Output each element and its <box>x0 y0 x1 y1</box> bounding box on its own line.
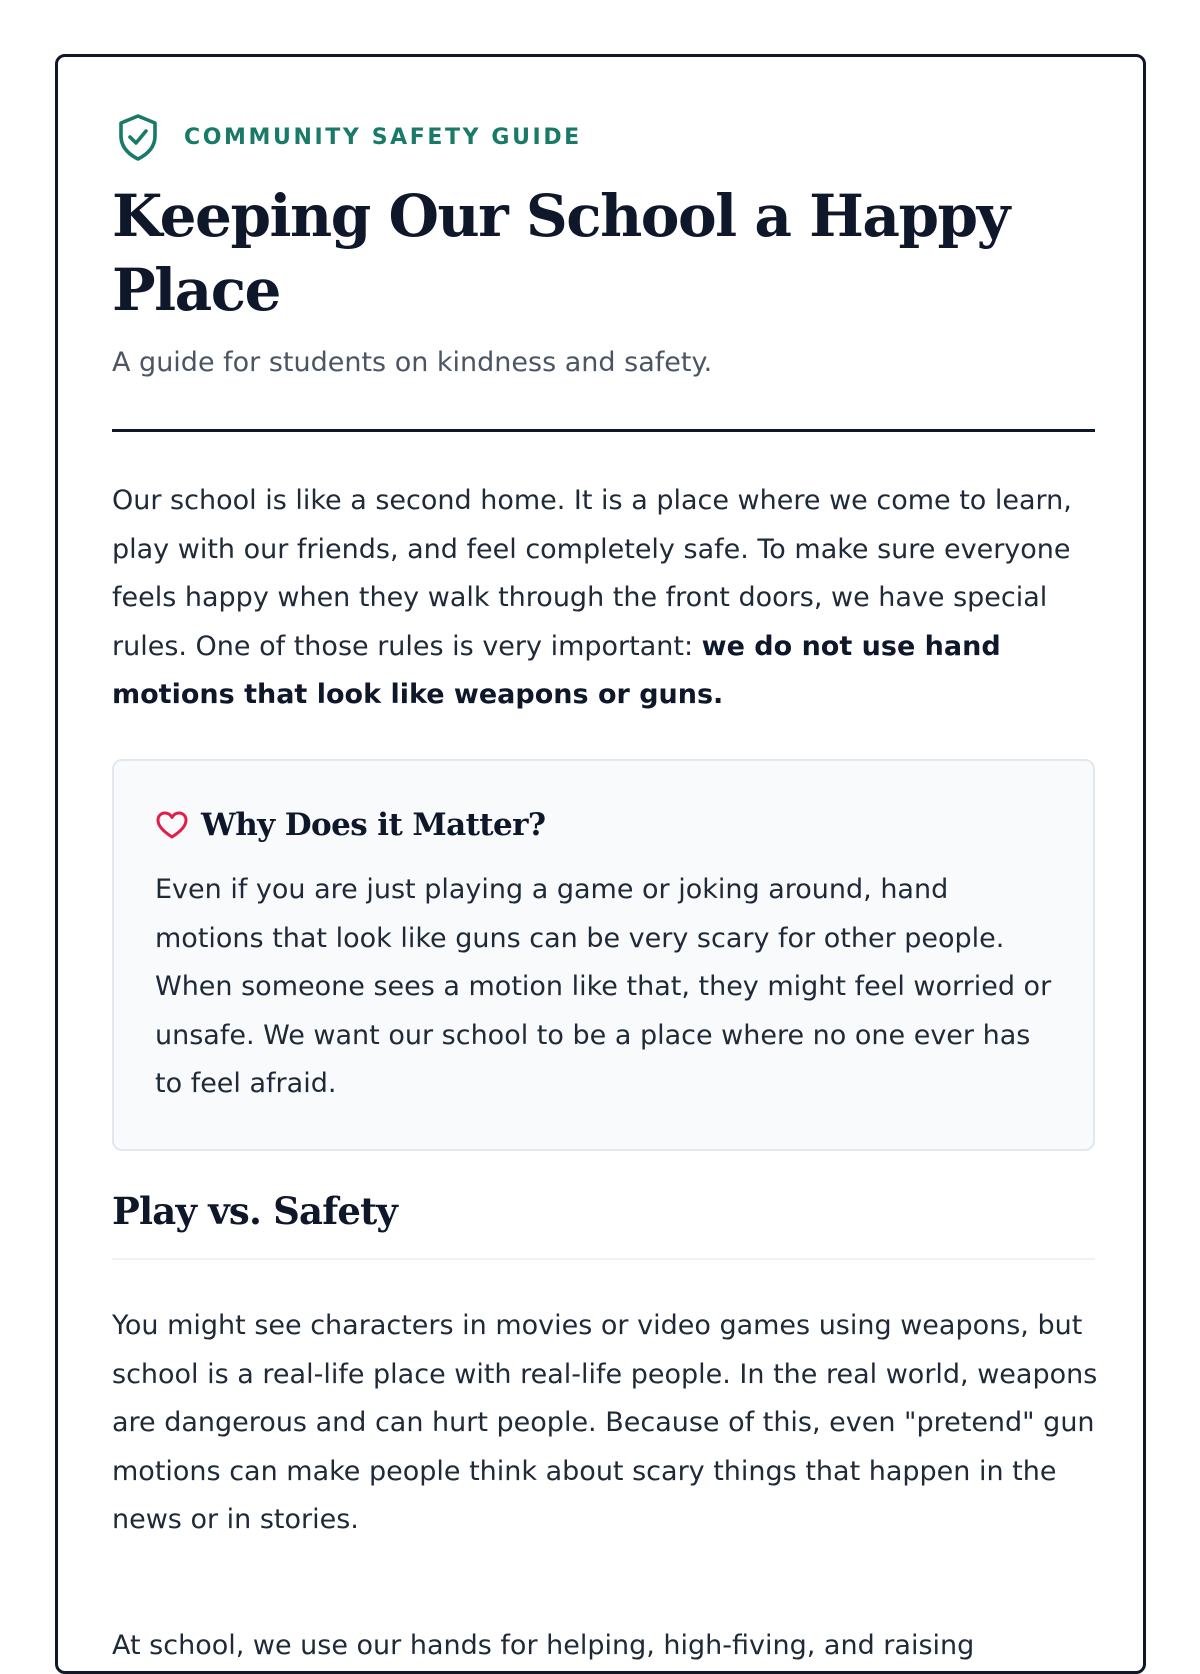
callout-body: Even if you are just playing a game or joking around, hand motions that look like guns can be very scary for other people. When someone sees a motion like that, they might feel worried or unsafe. We want our school to be a place where no one ever has to feel afraid. <box>155 874 1052 1099</box>
guide-card <box>55 54 1146 1674</box>
section-divider <box>112 1258 1095 1260</box>
heart-icon <box>155 810 189 840</box>
section-title: Play vs. Safety <box>112 1189 398 1233</box>
intro-emphasis: we do not use hand motions that look like weapons or guns. <box>112 630 1001 710</box>
why-callout <box>112 759 1095 1151</box>
eyebrow-label: COMMUNITY SAFETY GUIDE <box>184 124 582 150</box>
intro-paragraph <box>112 477 1102 720</box>
section-paragraph: You might see characters in movies or video games using weapons, but school is a real-life place with real-life people. In the real world, weapons are dangerous and can hurt people. Because of this, even "pretend" gun motions can make people think about scary things that happen in the news or in stories. <box>112 1310 1098 1535</box>
callout-title: Why Does it Matter? <box>201 807 546 843</box>
section-paragraph-continued: At school, we use our hands for helping, high-fiving, and raising <box>112 1630 975 1661</box>
page-title: Keeping Our School a Happy Place <box>112 182 1009 324</box>
header-divider <box>112 429 1095 432</box>
shield-check-icon <box>115 112 161 162</box>
intro-text: Our school is like a second home. It is a place where we come to learn, play with our friends, and feel completely safe. To make sure everyone feels happy when they walk through the front doors, we have special rules. One of those rules is very important: <box>112 485 1072 662</box>
callout-header <box>155 807 545 843</box>
eyebrow <box>115 115 582 159</box>
page-subtitle: A guide for students on kindness and safety. <box>112 347 713 378</box>
